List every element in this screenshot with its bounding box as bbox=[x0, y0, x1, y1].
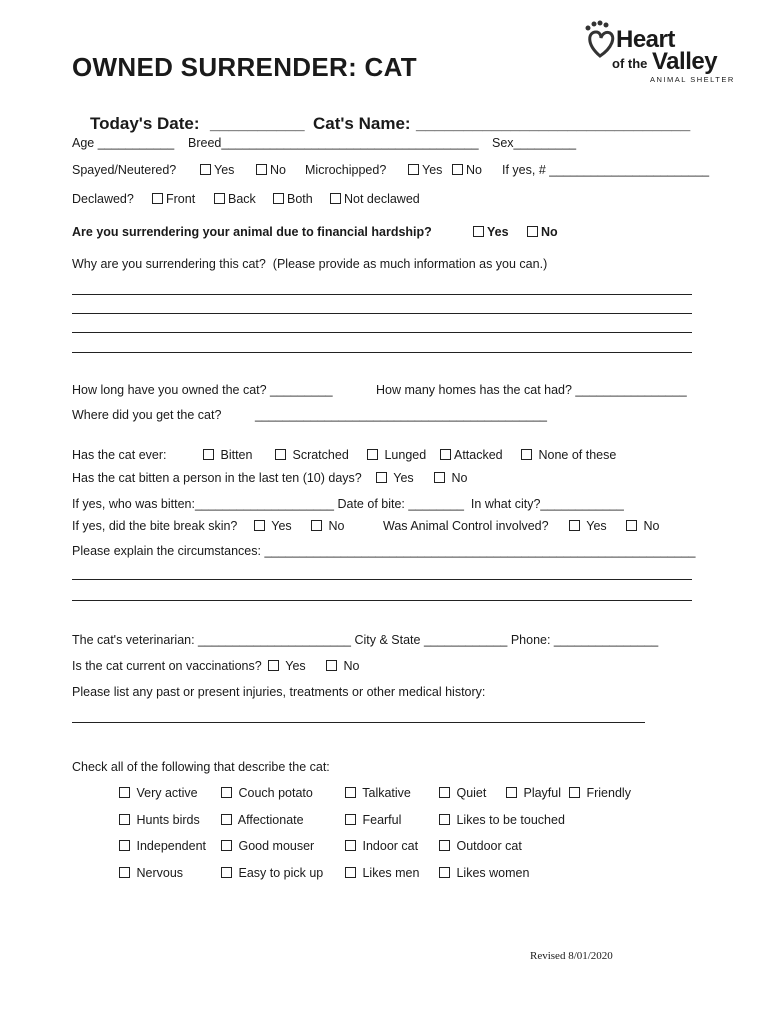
spayed-yes-checkbox[interactable]: Yes bbox=[200, 163, 234, 177]
logo-heart-text: Heart bbox=[616, 26, 675, 53]
why-answer-line-2[interactable] bbox=[72, 313, 692, 314]
hardship-no-checkbox[interactable]: No bbox=[527, 225, 558, 239]
micro-no-checkbox[interactable]: No bbox=[452, 163, 482, 177]
vaccinations-yes-checkbox[interactable]: Yes bbox=[268, 659, 306, 673]
declawed-front-checkbox[interactable]: Front bbox=[152, 192, 195, 206]
logo-of-the-text: of the bbox=[612, 56, 648, 71]
bitten-person-no-checkbox[interactable]: No bbox=[434, 471, 467, 485]
bitten-person-yes-checkbox[interactable]: Yes bbox=[376, 471, 414, 485]
trait-outdoor-cat-checkbox[interactable]: Outdoor cat bbox=[439, 839, 522, 853]
trait-fearful-checkbox[interactable]: Fearful bbox=[345, 813, 401, 827]
breed-field[interactable]: Breed_____________________________________ bbox=[188, 136, 479, 150]
vaccinations-label: Is the cat current on vaccinations? bbox=[72, 659, 262, 673]
ever-lunged-checkbox[interactable]: Lunged bbox=[367, 448, 426, 462]
where-got-label: Where did you get the cat? bbox=[72, 408, 222, 422]
animal-control-label: Was Animal Control involved? bbox=[383, 519, 549, 533]
trait-indoor-cat-checkbox[interactable]: Indoor cat bbox=[345, 839, 418, 853]
animal-control-no-checkbox[interactable]: No bbox=[626, 519, 659, 533]
explain-line-2[interactable] bbox=[72, 600, 692, 601]
trait-very-active-checkbox[interactable]: Very active bbox=[119, 786, 198, 800]
why-answer-line-1[interactable] bbox=[72, 294, 692, 295]
date-label: Today's Date: bbox=[90, 114, 200, 133]
age-field[interactable]: Age ___________ bbox=[72, 136, 175, 150]
sex-field[interactable]: Sex_________ bbox=[492, 136, 577, 150]
trait-quiet-checkbox[interactable]: Quiet bbox=[439, 786, 486, 800]
ever-none-checkbox[interactable]: None of these bbox=[521, 448, 616, 462]
trait-hunts-birds-checkbox[interactable]: Hunts birds bbox=[119, 813, 200, 827]
trait-friendly-checkbox[interactable]: Friendly bbox=[569, 786, 631, 800]
why-answer-line-4[interactable] bbox=[72, 352, 692, 353]
animal-control-yes-checkbox[interactable]: Yes bbox=[569, 519, 607, 533]
micro-yes-checkbox[interactable]: Yes bbox=[408, 163, 442, 177]
owned-duration-field[interactable]: How long have you owned the cat? _________ bbox=[72, 383, 333, 397]
trait-independent-checkbox[interactable]: Independent bbox=[119, 839, 206, 853]
declawed-label: Declawed? bbox=[72, 192, 134, 206]
trait-talkative-checkbox[interactable]: Talkative bbox=[345, 786, 411, 800]
logo-valley-text: Valley bbox=[652, 48, 718, 75]
where-got-field[interactable]: __________________________________________ bbox=[255, 408, 547, 422]
page-title: OWNED SURRENDER: CAT bbox=[72, 52, 417, 82]
declawed-both-checkbox[interactable]: Both bbox=[273, 192, 313, 206]
homes-count-field[interactable]: How many homes has the cat had? ________________ bbox=[376, 383, 687, 397]
hardship-yes-checkbox[interactable]: Yes bbox=[473, 225, 509, 239]
revision-date: Revised 8/01/2020 bbox=[530, 950, 613, 962]
bitten-person-label: Has the cat bitten a person in the last ten (10) days? bbox=[72, 471, 362, 485]
shelter-logo bbox=[582, 18, 735, 88]
trait-good-mouser-checkbox[interactable]: Good mouser bbox=[221, 839, 314, 853]
ever-attacked-checkbox[interactable]: Attacked bbox=[440, 448, 503, 462]
who-bitten-field[interactable]: If yes, who was bitten:____________________ Date of bite: ________ In what city?____________ bbox=[72, 497, 624, 511]
not-declawed-checkbox[interactable]: Not declawed bbox=[330, 192, 420, 206]
medical-history-label: Please list any past or present injuries, treatments or other medical history: bbox=[72, 685, 486, 699]
has-cat-ever-label: Has the cat ever: bbox=[72, 448, 167, 462]
trait-likes-touched-checkbox[interactable]: Likes to be touched bbox=[439, 813, 565, 827]
break-skin-no-checkbox[interactable]: No bbox=[311, 519, 344, 533]
ever-scratched-checkbox[interactable]: Scratched bbox=[275, 448, 349, 462]
trait-likes-women-checkbox[interactable]: Likes women bbox=[439, 866, 529, 880]
explain-circumstances-field[interactable]: Please explain the circumstances: ______________________________________________________________ bbox=[72, 544, 696, 558]
logo-subtitle: ANIMAL SHELTER bbox=[650, 75, 735, 84]
trait-easy-pick-up-checkbox[interactable]: Easy to pick up bbox=[221, 866, 323, 880]
ever-bitten-checkbox[interactable]: Bitten bbox=[203, 448, 252, 462]
cat-name-field[interactable]: _____________________________ bbox=[416, 114, 691, 133]
break-skin-yes-checkbox[interactable]: Yes bbox=[254, 519, 292, 533]
describe-cat-label: Check all of the following that describe the cat: bbox=[72, 760, 330, 774]
microchipped-label: Microchipped? bbox=[305, 163, 387, 177]
trait-nervous-checkbox[interactable]: Nervous bbox=[119, 866, 183, 880]
hardship-question: Are you surrendering your animal due to financial hardship? bbox=[72, 225, 432, 239]
break-skin-label: If yes, did the bite break skin? bbox=[72, 519, 238, 533]
trait-affectionate-checkbox[interactable]: Affectionate bbox=[221, 813, 304, 827]
why-surrender-label: Why are you surrendering this cat? (Please provide as much information as you can.) bbox=[72, 257, 548, 271]
date-field[interactable]: __________ bbox=[210, 114, 305, 133]
cat-name-label: Cat's Name: bbox=[313, 114, 411, 133]
microchip-number-field[interactable]: If yes, # _______________________ bbox=[502, 163, 710, 177]
trait-playful-checkbox[interactable]: Playful bbox=[506, 786, 561, 800]
spayed-no-checkbox[interactable]: No bbox=[256, 163, 286, 177]
declawed-back-checkbox[interactable]: Back bbox=[214, 192, 256, 206]
trait-likes-men-checkbox[interactable]: Likes men bbox=[345, 866, 419, 880]
explain-line-1[interactable] bbox=[72, 579, 692, 580]
why-answer-line-3[interactable] bbox=[72, 332, 692, 333]
veterinarian-field[interactable]: The cat's veterinarian: ______________________ City & State ____________ Phone: _______________ bbox=[72, 633, 659, 647]
trait-couch-potato-checkbox[interactable]: Couch potato bbox=[221, 786, 313, 800]
vaccinations-no-checkbox[interactable]: No bbox=[326, 659, 359, 673]
spayed-label: Spayed/Neutered? bbox=[72, 163, 177, 177]
medical-history-line[interactable] bbox=[72, 722, 645, 723]
